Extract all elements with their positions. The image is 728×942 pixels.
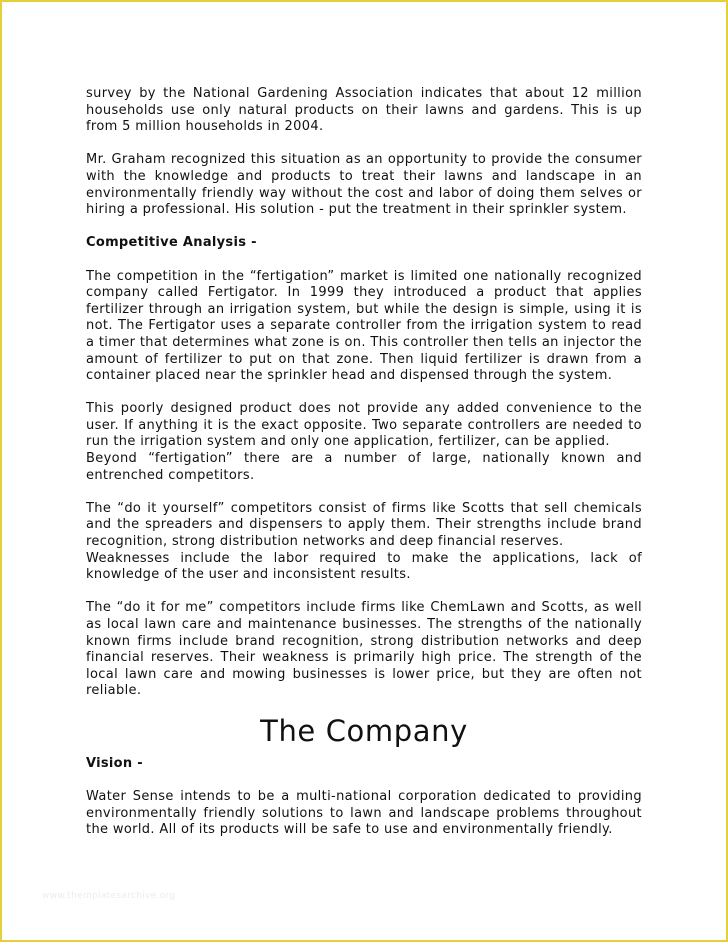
do-it-for-me-paragraph: The “do it for me” competitors include firms like ChemLawn and Scotts, as well as local lawn care and maintenance businesses. The strengths of the nationally known firms include brand recognition, strong distribution networks and deep financial reserves. Their weakness is primarily high price. The strength of the local lawn care and mowing businesses is lower price, but they are often not reliable. xyxy=(86,600,642,699)
competitive-analysis-heading: Competitive Analysis - xyxy=(86,235,257,251)
company-section-title: The Company xyxy=(260,713,468,748)
document-body xyxy=(86,86,642,839)
vision-paragraph: Water Sense intends to be a multi-national corporation dedicated to providing environmentally friendly solutions to lawn and landscape problems throughout the world. All of its products will be safe to use and environmentally friendly. xyxy=(86,789,642,838)
vision-heading: Vision - xyxy=(86,755,143,771)
paragraph-gap xyxy=(86,385,642,402)
paragraph-gap xyxy=(86,219,642,236)
watermark-text: www.themplatesarchive.org xyxy=(42,891,176,901)
paragraph-gap xyxy=(86,136,642,153)
poorly-designed-paragraph: This poorly designed product does not provide any added convenience to the user. If anything it is the exact opposite. Two separate controllers are needed to run the irrigation system and only one application, fertilizer, can be applied. xyxy=(86,401,642,450)
paragraph-gap xyxy=(86,773,642,790)
beyond-fertigation-paragraph: Beyond “fertigation” there are a number of large, nationally known and entrenched competitors. xyxy=(86,451,642,483)
paragraph-gap xyxy=(86,484,642,501)
intro-paragraph: survey by the National Gardening Association indicates that about 12 million households use only natural products on their lawns and gardens. This is up from 5 million households in 2004. xyxy=(86,86,642,135)
competition-paragraph: The competition in the “fertigation” market is limited one nationally recognized company called Fertigator. In 1999 they introduced a product that applies fertilizer through an irrigation system, but while the design is simple, using it is not. The Fertigator uses a separate controller from the irrigation system to read a timer that determines what zone is on. This controller then tells an injector the amount of fertilizer to put on that zone. Then liquid fertilizer is drawn from a container placed near the sprinkler head and dispensed through the system. xyxy=(86,268,642,384)
opportunity-paragraph: Mr. Graham recognized this situation as an opportunity to provide the consumer with the knowledge and products to treat their lawns and landscape in an environmentally friendly way without the cost and labor of doing them selves or hiring a professional. His solution - put the treatment in their sprinkler system. xyxy=(86,152,642,218)
do-it-yourself-paragraph: The “do it yourself” competitors consist of firms like Scotts that sell chemicals and the spreaders and dispensers to apply them. Their strengths include brand recognition, strong distribution networks and deep financial reserves. xyxy=(86,500,642,550)
paragraph-gap xyxy=(86,584,642,601)
weaknesses-paragraph: Weaknesses include the labor required to make the applications, lack of knowledge of the user and inconsistent results. xyxy=(86,550,642,583)
paragraph-gap xyxy=(86,252,642,269)
